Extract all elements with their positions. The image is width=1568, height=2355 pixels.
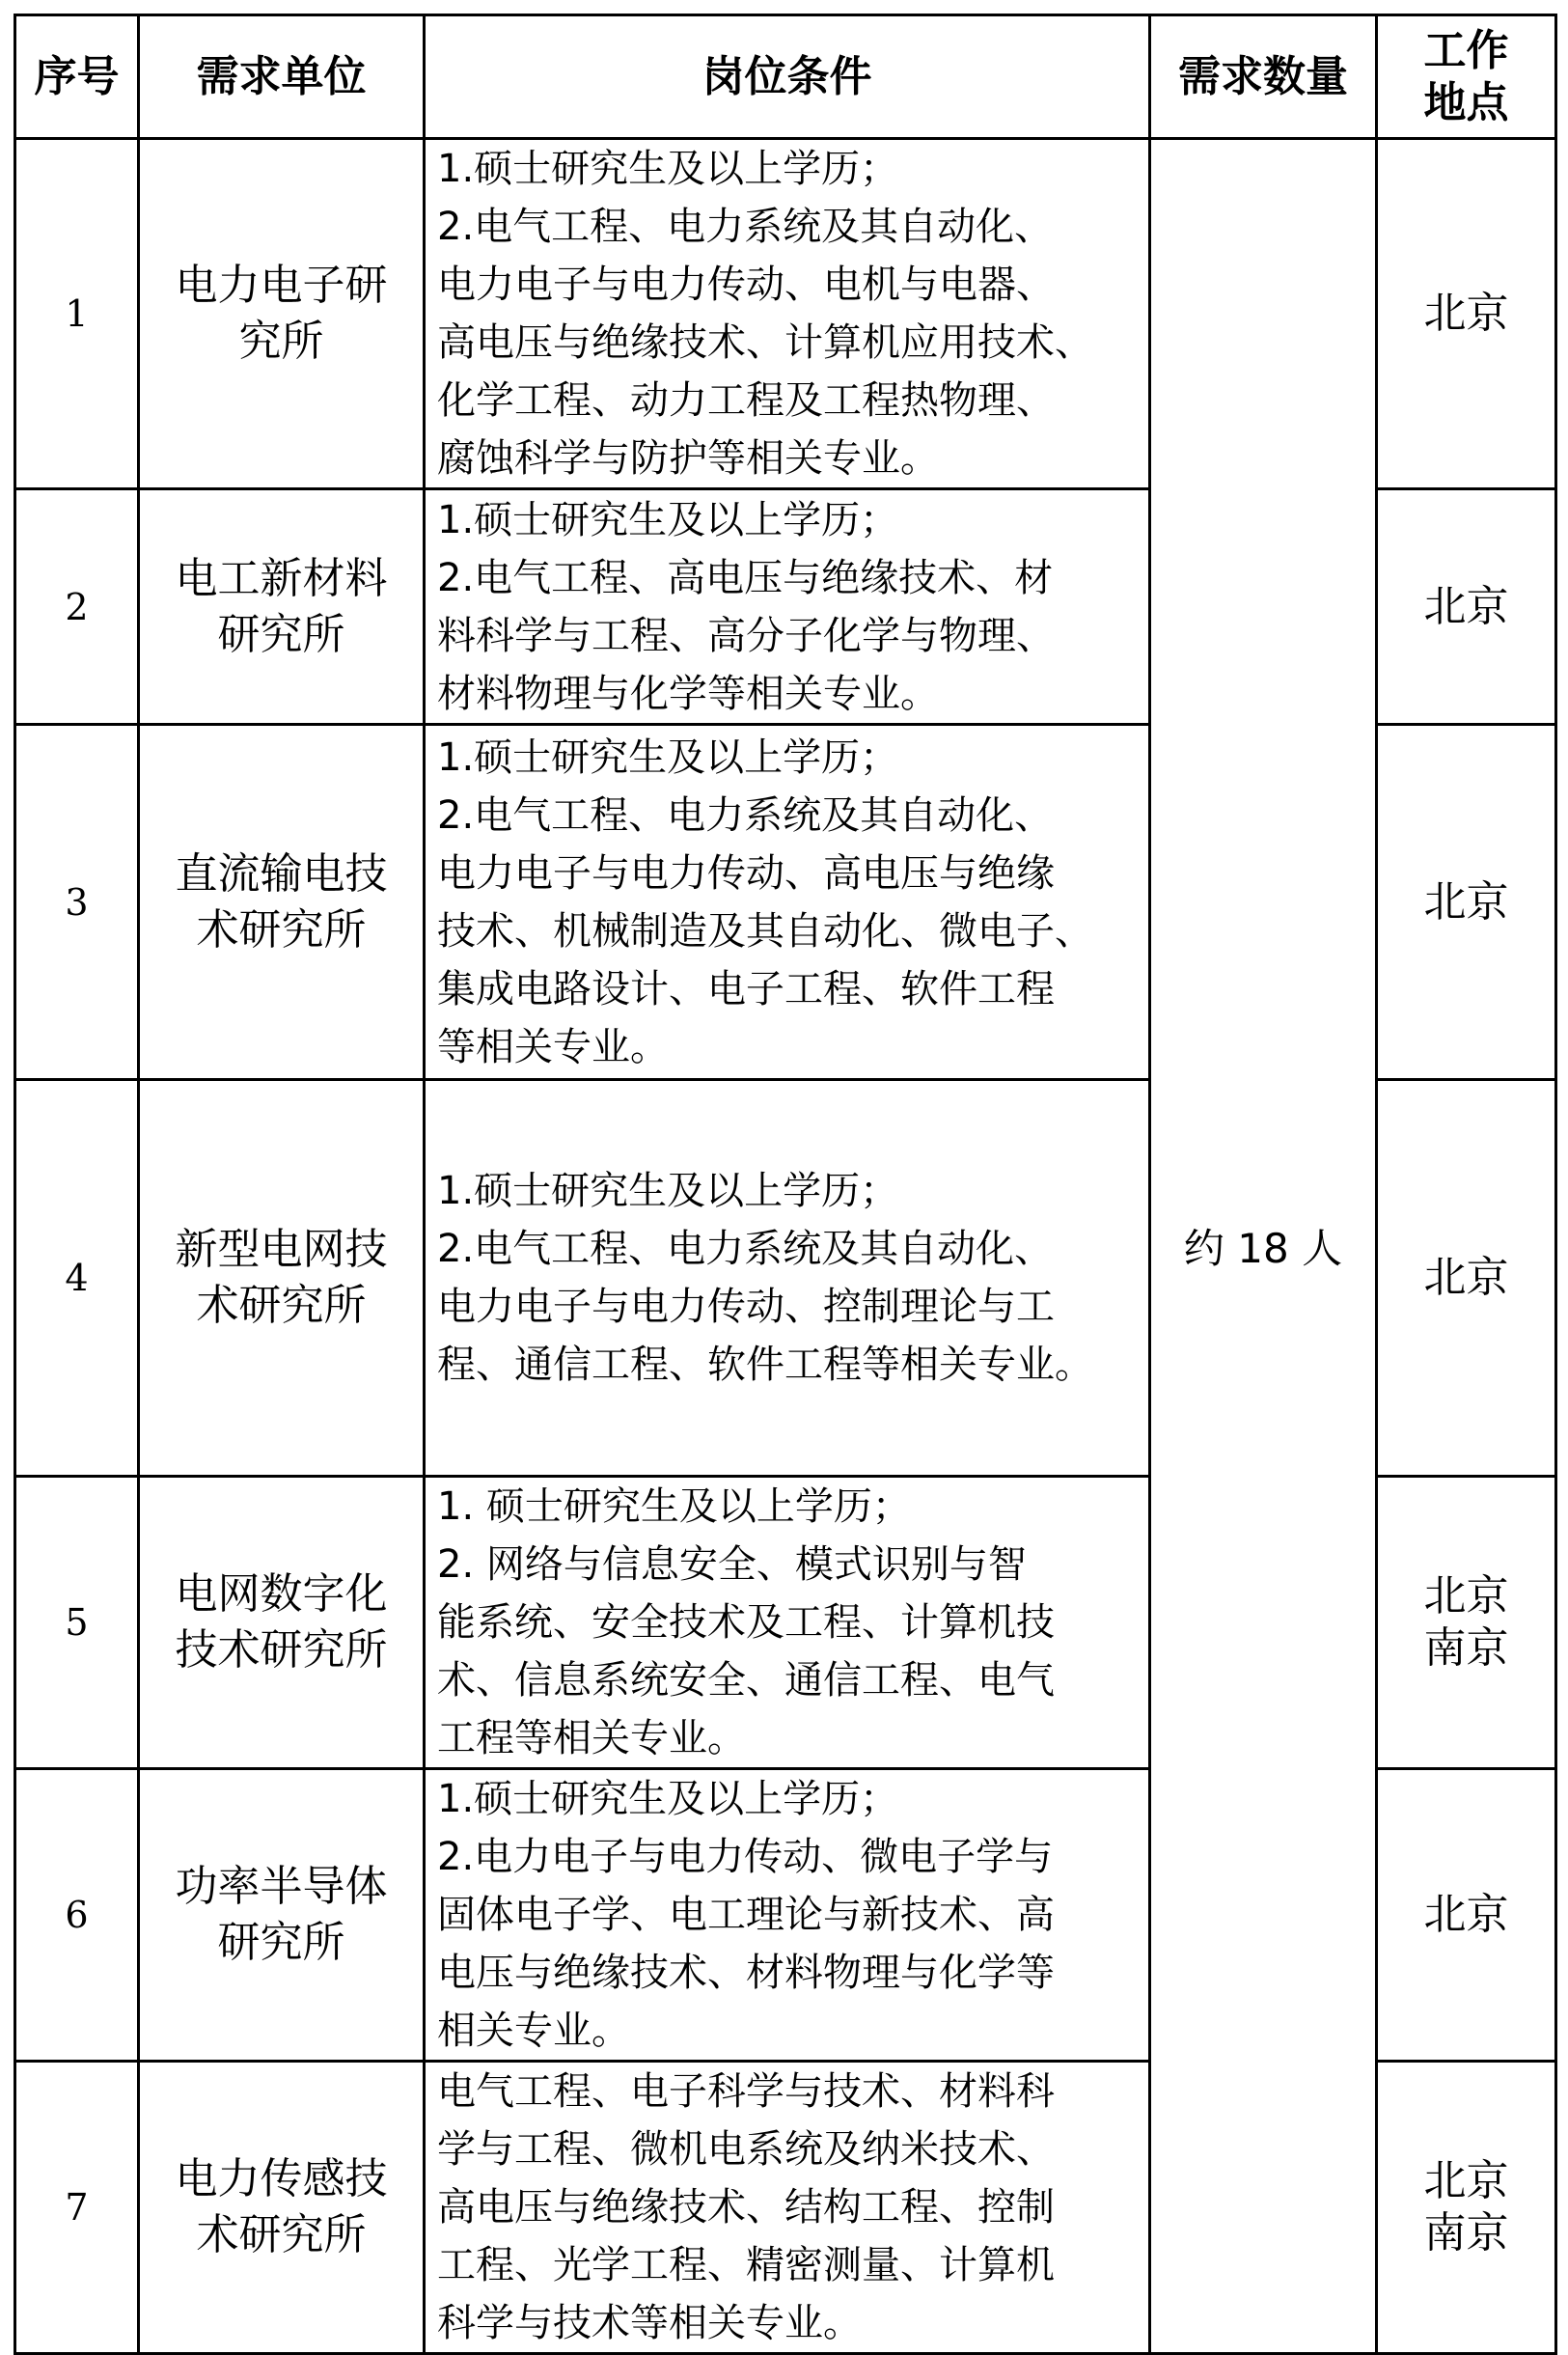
row-unit — [139, 1769, 425, 2062]
row-unit-line: 直流输电技 — [175, 848, 388, 899]
row-unit-line: 新型电网技 — [175, 1225, 388, 1274]
row-unit-line: 术研究所 — [196, 904, 367, 955]
header-location — [1377, 15, 1556, 139]
condition-line: 科学与技术等相关专业。 — [437, 2301, 862, 2345]
row-location — [1377, 1477, 1556, 1769]
header-seq: 序号 — [15, 15, 139, 139]
row-seq: 6 — [15, 1769, 139, 2062]
row-unit — [139, 1080, 425, 1477]
row-conditions — [425, 2062, 1150, 2354]
row-seq: 3 — [15, 725, 139, 1080]
row-conditions — [425, 139, 1150, 489]
table-header-row — [15, 15, 1556, 139]
location-line: 北京 — [1423, 289, 1509, 338]
row-unit — [139, 139, 425, 489]
condition-line: 工程、光学工程、精密测量、计算机 — [437, 2243, 1055, 2287]
row-conditions — [425, 725, 1150, 1080]
condition-line: 2. 网络与信息安全、模式识别与智 — [437, 1542, 1027, 1587]
condition-line: 2.电力电子与电力传动、微电子学与 — [437, 1835, 1054, 1879]
row-unit-line: 研究所 — [217, 1918, 345, 1967]
row-unit — [139, 2062, 425, 2354]
condition-line: 电力电子与电力传动、控制理论与工 — [437, 1285, 1055, 1329]
header-count: 需求数量 — [1150, 15, 1377, 139]
condition-line: 1.硕士研究生及以上学历； — [437, 734, 899, 780]
row-conditions — [425, 1080, 1150, 1477]
condition-line: 相关专业。 — [437, 2009, 630, 2053]
header-unit: 需求单位 — [139, 15, 425, 139]
row-unit-line: 术研究所 — [196, 1281, 367, 1330]
condition-line: 能系统、安全技术及工程、计算机技 — [437, 1600, 1055, 1645]
condition-line: 化学工程、动力工程及工程热物理、 — [437, 378, 1055, 423]
row-unit-line: 术研究所 — [196, 2210, 367, 2259]
row-location — [1377, 725, 1556, 1080]
row-location — [1377, 2062, 1556, 2354]
location-line: 北京 — [1423, 581, 1509, 631]
condition-line: 2.电气工程、高电压与绝缘技术、材 — [437, 555, 1054, 600]
location-line: 北京 — [1423, 876, 1509, 927]
condition-line: 电力电子与电力传动、电机与电器、 — [437, 263, 1055, 307]
location-line: 北京 — [1423, 1253, 1509, 1302]
row-seq: 2 — [15, 489, 139, 725]
condition-line: 料科学与工程、高分子化学与物理、 — [437, 613, 1055, 658]
condition-line: 技术、机械制造及其自动化、微电子、 — [437, 908, 1093, 954]
row-unit — [139, 725, 425, 1080]
row-seq: 5 — [15, 1477, 139, 1769]
condition-line: 材料物理与化学等相关专业。 — [437, 671, 939, 716]
location-line: 南京 — [1423, 2208, 1509, 2258]
condition-line: 1.硕士研究生及以上学历； — [437, 497, 899, 542]
row-unit-line: 电工新材料 — [175, 553, 388, 603]
location-line: 北京 — [1423, 1890, 1509, 1939]
condition-line: 术、信息系统安全、通信工程、电气 — [437, 1658, 1055, 1703]
condition-line: 电压与绝缘技术、材料物理与化学等 — [437, 1951, 1055, 1995]
demand-count: 约 18 人 — [1150, 139, 1377, 2354]
header-location-line-2: 地点 — [1423, 77, 1509, 127]
row-unit-line: 电力电子研 — [175, 261, 388, 310]
condition-line: 1.硕士研究生及以上学历； — [437, 1777, 899, 1821]
row-unit — [139, 1477, 425, 1769]
row-unit-line: 技术研究所 — [175, 1625, 388, 1675]
condition-line: 电气工程、电子科学与技术、材料科 — [437, 2069, 1055, 2114]
row-location — [1377, 139, 1556, 489]
header-conditions: 岗位条件 — [425, 15, 1150, 139]
recruitment-table — [14, 14, 1557, 2355]
row-location — [1377, 489, 1556, 725]
row-seq: 7 — [15, 2062, 139, 2354]
condition-line: 2.电气工程、电力系统及其自动化、 — [437, 205, 1054, 249]
condition-line: 1.硕士研究生及以上学历； — [437, 1169, 899, 1213]
row-location — [1377, 1080, 1556, 1477]
condition-line: 学与工程、微机电系统及纳米技术、 — [437, 2127, 1055, 2172]
header-location-line-1: 工作 — [1423, 25, 1509, 75]
condition-line: 1.硕士研究生及以上学历； — [437, 147, 899, 191]
condition-line: 电力电子与电力传动、高电压与绝缘 — [437, 850, 1055, 896]
row-conditions — [425, 1477, 1150, 1769]
condition-line: 高电压与绝缘技术、计算机应用技术、 — [437, 320, 1093, 365]
condition-line: 2.电气工程、电力系统及其自动化、 — [437, 1227, 1054, 1271]
condition-line: 程、通信工程、软件工程等相关专业。 — [437, 1343, 1093, 1387]
condition-line: 1. 硕士研究生及以上学历； — [437, 1484, 911, 1529]
row-seq: 4 — [15, 1080, 139, 1477]
row-unit — [139, 489, 425, 725]
row-unit-line: 电网数字化 — [175, 1569, 388, 1619]
condition-line: 等相关专业。 — [437, 1024, 669, 1069]
condition-line: 工程等相关专业。 — [437, 1716, 746, 1760]
row-conditions — [425, 489, 1150, 725]
table-body — [15, 139, 1556, 2354]
condition-line: 固体电子学、电工理论与新技术、高 — [437, 1893, 1055, 1937]
condition-line: 腐蚀科学与防护等相关专业。 — [437, 436, 939, 481]
condition-line: 集成电路设计、电子工程、软件工程 — [437, 966, 1055, 1011]
table-row — [15, 139, 1556, 489]
condition-line: 2.电气工程、电力系统及其自动化、 — [437, 792, 1054, 838]
row-unit-line: 研究所 — [217, 609, 345, 659]
row-unit-line: 功率半导体 — [175, 1862, 388, 1911]
location-line: 北京 — [1423, 1571, 1509, 1621]
row-unit-line: 电力传感技 — [175, 2154, 388, 2203]
row-location — [1377, 1769, 1556, 2062]
location-line: 北京 — [1423, 2156, 1509, 2205]
row-unit-line: 究所 — [238, 317, 324, 366]
row-seq: 1 — [15, 139, 139, 489]
row-conditions — [425, 1769, 1150, 2062]
condition-line: 高电压与绝缘技术、结构工程、控制 — [437, 2185, 1055, 2230]
location-line: 南京 — [1423, 1623, 1509, 1673]
